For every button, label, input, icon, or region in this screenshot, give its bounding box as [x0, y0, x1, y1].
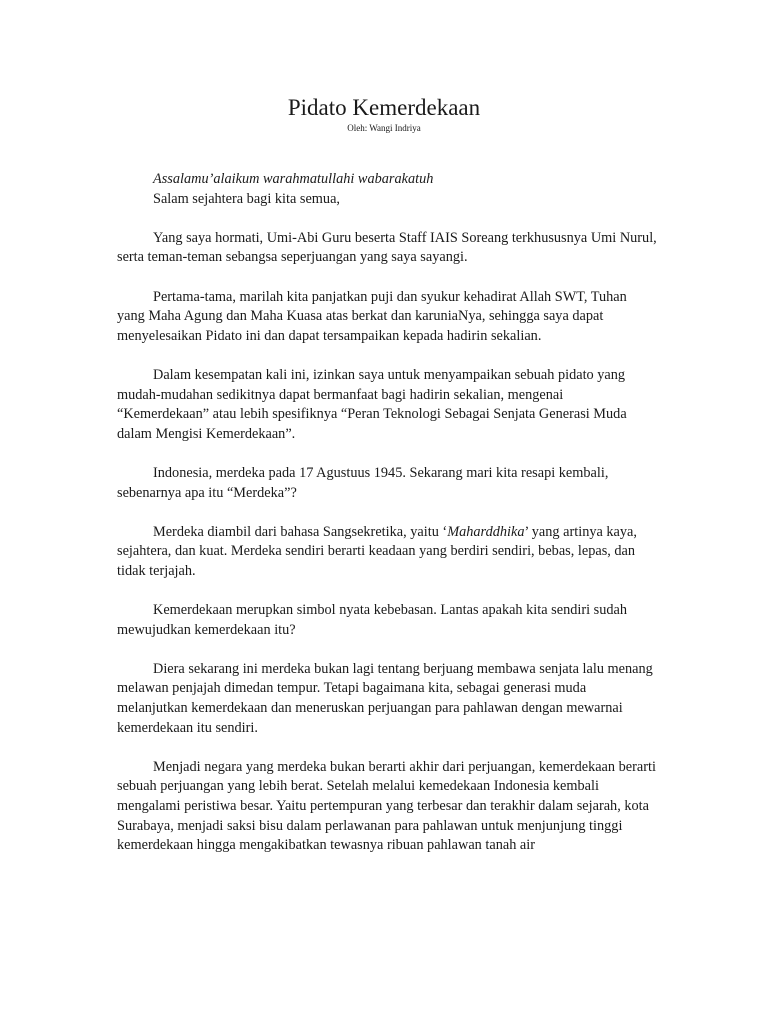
paragraph-era-sekarang: Diera sekarang ini merdeka bukan lagi tentang berjuang membawa senjata lalu menang melawan penjajah dimedan tempur. Tetapi bagaimana kita, sebagai generasi muda melanjutkan kemerdekaan dan meneruskan perjuangan para pahlawan dengan mewarnai kemerdekaan itu sendiri.	[117, 660, 653, 736]
paragraph-hormat: Yang saya hormati, Umi-Abi Guru beserta Staff IAIS Soreang terkhususnya Umi Nurul, serta teman-teman sebangsa seperjuangan yang saya sayangi.	[117, 229, 657, 266]
paragraph-arti-merdeka	[117, 523, 657, 582]
paragraph-indonesia-merdeka: Indonesia, merdeka pada 17 Agustuus 1945. Sekarang mari kita resapi kembali, sebenarnya apa itu “Merdeka”?	[117, 464, 609, 501]
arti-merdeka-before: Merdeka diambil dari bahasa Sangsekretika, yaitu ‘	[153, 523, 448, 540]
paragraph-puji-syukur: Pertama-tama, marilah kita panjatkan puji dan syukur kehadirat Allah SWT, Tuhan yang Maha Agung dan Maha Kuasa atas berkat dan karuniaNya, sehingga saya dapat menyelesaikan Pidato ini dan dapat tersampaikan kepada hadirin sekalian.	[117, 288, 627, 344]
greeting-line-arabic: Assalamu’alaikum warahmatullahi wabarakatuh	[153, 171, 434, 187]
document-title: Pidato Kemerdekaan	[287, 95, 481, 120]
arti-merdeka-after: ’ yang artinya kaya, sejahtera, dan kuat. Merdeka sendiri berarti keadaan yang berdiri sendiri, bebas, lepas, dan tidak terjajah.	[117, 523, 637, 579]
document-byline: Oleh: Wangi Indriya	[347, 123, 421, 133]
document-body	[117, 170, 657, 875]
paragraph-simbol-kebebasan: Kemerdekaan merupkan simbol nyata kebebasan. Lantas apakah kita sendiri sudah mewujudkan kemerdekaan itu?	[117, 602, 628, 638]
greeting-line-salam: Salam sejahtera bagi kita semua,	[153, 190, 340, 207]
greeting	[117, 170, 657, 209]
paragraph-kesempatan: Dalam kesempatan kali ini, izinkan saya untuk menyampaikan sebuah pidato yang mudah-mudahan sedikitnya dapat bermanfaat bagi hadirin sekalian, mengenai “Kemerdekaan” atau lebih spesifiknya “Peran Teknologi Sebagai Senjata Generasi Muda dalam Mengisi Kemerdekaan”.	[117, 366, 627, 442]
arti-merdeka-term: Maharddhika	[447, 523, 525, 540]
paragraph-perjuangan: Menjadi negara yang merdeka bukan berarti akhir dari perjuangan, kemerdekaan berarti sebuah perjuangan yang lebih berat. Setelah melalui kemedekaan Indonesia kembali mengalami peristiwa besar. Yaitu pertempuran yang terbesar dan terakhir dalam sejarah, kota Surabaya, menjadi saksi bisu dalam perlawanan para pahlawan untuk menjunjung tinggi kemerdekaan hingga mengakibatkan tewasnya ribuan pahlawan tanah air	[117, 758, 656, 854]
